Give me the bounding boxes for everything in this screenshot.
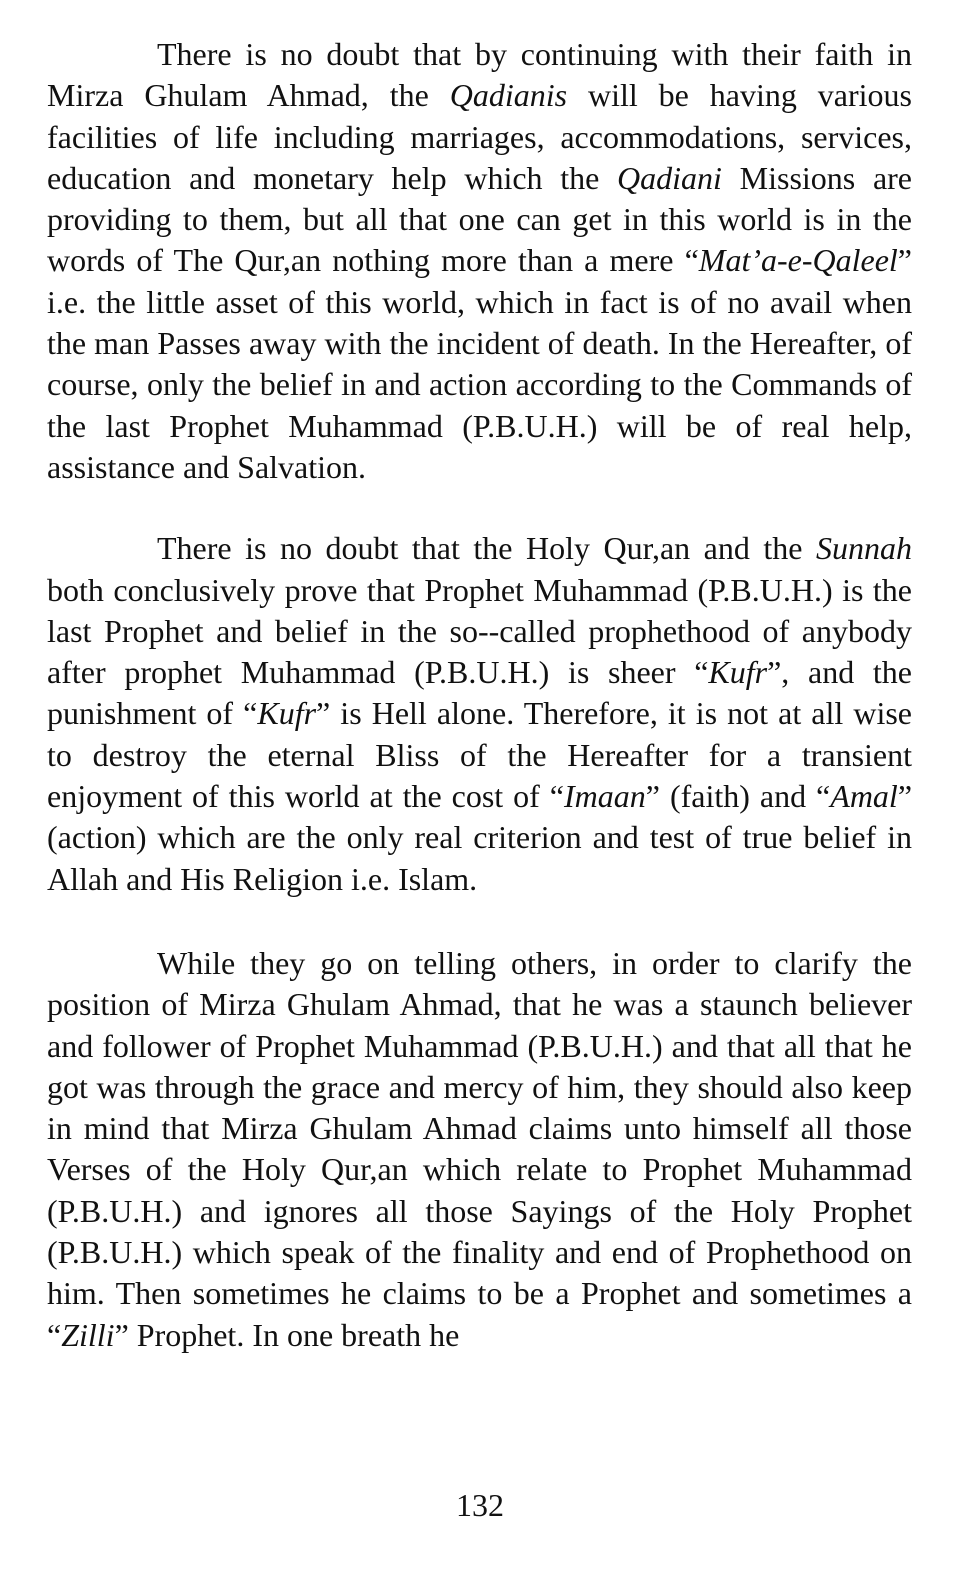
text-run: will be having various facilities of life including marriages, accommodations, services, education and monetary help which the: [47, 77, 912, 196]
paragraph: [47, 943, 912, 1356]
text-run: There is no doubt that by continuing with their faith in Mirza Ghulam Ahmad, the: [47, 36, 912, 114]
italic-term: Amal: [830, 778, 898, 815]
italic-term: Sunnah: [816, 530, 912, 567]
text-run: ” is Hell alone. Therefore, it is not at all wise to destroy the eternal Bliss of the Hereafter for a transient enjoyment of this world at the cost of “: [47, 695, 913, 815]
italic-term: Qadiani: [617, 159, 722, 196]
italic-term: Qadianis: [449, 77, 568, 114]
paragraph: [47, 34, 912, 488]
text-run: ”, and the punishment of “: [47, 654, 912, 732]
paragraph: [47, 528, 912, 900]
text-run: ” (faith) and “: [645, 778, 831, 815]
italic-term: Imaan: [564, 778, 646, 815]
text-run: There is no doubt that the Holy Qur,an and the: [157, 530, 816, 567]
italic-term: Zilli: [61, 1316, 115, 1353]
italic-term: Kufr: [708, 654, 768, 691]
italic-term: Mat’a-e-Qaleel: [698, 242, 898, 279]
page-body: [47, 34, 912, 1356]
text-run: both conclusively prove that Prophet Muhammad (P.B.U.H.) is the last Prophet and belief in the so--called prophethood of anybody after prophet Muhammad (P.B.U.H.) is sheer “: [47, 571, 912, 691]
text-run: While they go on telling others, in order to clarify the position of Mirza Ghulam Ahmad, that he was a staunch believer and follower of Prophet Muhammad (P.B.U.H.) and that all that he got was through the grace and mercy of him, they should also keep in mind that Mirza Ghulam Ahmad claims unto himself all those Verses of the Holy Qur,an which relate to Prophet Muhammad (P.B.U.H.) and ignores all those Sayings of the Holy Prophet (P.B.U.H.) which speak of the finality and end of Prophethood on him. Then sometimes he claims to be a Prophet and sometimes a “: [47, 944, 912, 1353]
italic-term: Kufr: [257, 695, 317, 732]
text-run: ” i.e. the little asset of this world, which in fact is of no avail when the man Passes away with the incident of death. In the Hereafter, of course, only the belief in and action according to the Commands of the last Prophet Muhammad (P.B.U.H.) will be of real help, assistance and Salvation.: [47, 242, 912, 485]
text-run: ” Prophet. In one breath he: [114, 1316, 460, 1353]
page-number: 132: [456, 1487, 504, 1523]
text-run: ” (action) which are the only real criterion and test of true belief in Allah and His Religion i.e. Islam.: [47, 778, 913, 897]
text-run: Missions are providing to them, but all that one can get in this world is in the words of The Qur,an nothing more than a mere “: [47, 159, 912, 279]
